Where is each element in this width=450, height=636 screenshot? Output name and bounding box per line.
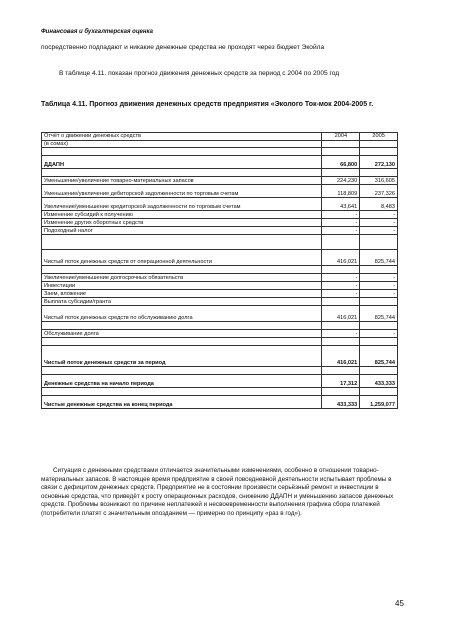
row-label: Изменение других оборотных средств [42,219,322,227]
row-value-2005: 825,744 [360,346,398,367]
row-label [42,388,322,396]
row-value-2004: 224,230 [322,177,360,185]
row-value-2004: - [322,219,360,227]
row-label [42,169,322,177]
table-unit-row [42,140,398,148]
running-header: Финансовая и бухгалтерская оценка [41,29,153,35]
row-value-2005: 825,744 [360,250,398,266]
table-row [42,177,398,185]
row-value-2004: 416,021 [322,306,360,322]
row-label: Уменьшение/увеличение дебиторской задолженности по торговым счетам [42,185,322,198]
row-label [42,367,322,375]
table-unit-empty [360,140,398,148]
row-label: Заем, вложение [42,290,322,298]
row-value-2004: - [322,274,360,282]
table-row [42,346,398,367]
row-value-2005: 433,333 [360,375,398,388]
row-value-2004 [322,235,360,250]
row-label [42,148,322,156]
table-row [42,211,398,219]
analysis-paragraph: Ситуация с денежными средствами отличается значительными изменениями, особенно в отношении товарно-материальных запасов. В настоящее время предприятие в своей повседневной деятельности испытывает проблемы в связи с дефицитом денежных средств. Предприятие не в состоянии произвести серьёзный ремонт и инвестиции в основные средства, что приведёт к росту операционных расходов, снижению ДДАПН и уменьшению запасов денежных средств. Проблемы возникают по причине неплатежей и несвоевременности выполнения графика сбора платежей (потребители платят с значительным опозданием — примерно по принципу «раз в год»). [41,467,394,517]
row-label: Подоходный налог [42,227,322,235]
row-value-2005: 1,259,077 [360,396,398,409]
table-row [42,330,398,338]
table-header-year-2004: 2004 [322,133,360,141]
table-row [42,396,398,409]
table-row [42,227,398,235]
row-value-2004: 416,021 [322,346,360,367]
row-value-2004 [322,148,360,156]
row-value-2005 [360,338,398,346]
row-label: Выплата субсидии/гранта [42,298,322,306]
row-value-2005: 825,744 [360,306,398,322]
row-value-2005: - [360,219,398,227]
row-value-2005 [360,322,398,330]
row-value-2005 [360,298,398,306]
row-value-2005: - [360,227,398,235]
row-value-2004: 118,809 [322,185,360,198]
table-row [42,148,398,156]
row-value-2004: - [322,227,360,235]
row-value-2004 [322,169,360,177]
row-value-2005 [360,388,398,396]
row-value-2004 [322,322,360,330]
row-label: Чистый поток денежных средств за период [42,346,322,367]
table-row [42,338,398,346]
row-value-2005: - [360,290,398,298]
row-label [42,235,322,250]
row-value-2005: 272,130 [360,156,398,169]
table-unit-label: (в сомах) [42,140,322,148]
table-header-row [42,133,398,141]
row-label [42,338,322,346]
table-row [42,306,398,322]
table-row [42,388,398,396]
row-value-2004: 66,800 [322,156,360,169]
table-row [42,266,398,274]
table-header-label: Отчёт о движении денежных средств [42,133,322,141]
table-row [42,185,398,198]
table-row [42,219,398,227]
row-value-2004: - [322,211,360,219]
table-row [42,290,398,298]
row-label: Чистые денежные средства на конец периода [42,396,322,409]
row-value-2005: - [360,211,398,219]
row-value-2005: - [360,274,398,282]
row-value-2004: 433,333 [322,396,360,409]
row-value-2005 [360,169,398,177]
row-value-2005: - [360,330,398,338]
row-label: ДДАПН [42,156,322,169]
row-value-2004: 416,021 [322,250,360,266]
table-row [42,250,398,266]
intro-paragraph: посредственно подпадают и никакие денежные средства не проходят через бюджет Экойла [41,44,325,51]
row-label: Денежные средства на начало периода [42,375,322,388]
row-value-2005 [360,235,398,250]
row-value-2005: 316,605 [360,177,398,185]
table-row [42,274,398,282]
row-value-2004 [322,367,360,375]
table-reference-paragraph: В таблице 4.11. показан прогноз движения денежных средств за период с 2004 по 2005 год [59,70,340,77]
row-label [42,266,322,274]
row-value-2005 [360,148,398,156]
row-label: Увеличение/уменьшение долгосрочных обязательств [42,274,322,282]
row-value-2004 [322,298,360,306]
row-value-2005 [360,266,398,274]
row-label: Уменьшение/увеличение товарно-материальных запасов [42,177,322,185]
row-label [42,322,322,330]
table-row [42,169,398,177]
table-row [42,282,398,290]
table-row [42,322,398,330]
row-value-2005: 8,483 [360,198,398,211]
table-header-year-2005: 2005 [360,133,398,141]
row-label: Изменение субсидий к получению [42,211,322,219]
row-value-2005: 237,326 [360,185,398,198]
table-row [42,367,398,375]
row-label: Увеличение/уменьшение кредиторской задолженности по торговым счетам [42,198,322,211]
row-value-2004: 43,641 [322,198,360,211]
table-row [42,198,398,211]
row-value-2005: - [360,282,398,290]
row-label: Инвестиции [42,282,322,290]
row-label: Чистый поток денежных средств по обслуживанию долга [42,306,322,322]
row-value-2004 [322,388,360,396]
row-value-2004: 17,312 [322,375,360,388]
cash-flow-table [41,132,398,409]
table-row [42,375,398,388]
row-value-2004: - [322,290,360,298]
row-value-2004 [322,338,360,346]
table-row [42,235,398,250]
table-unit-empty [322,140,360,148]
table-row [42,298,398,306]
row-label: Чистый поток денежных средств от операционной деятельности [42,250,322,266]
row-label: Обслуживание долга [42,330,322,338]
row-value-2005 [360,367,398,375]
row-value-2004 [322,266,360,274]
table-row [42,156,398,169]
row-value-2004: - [322,282,360,290]
page-number: 45 [395,599,404,608]
table-caption: Таблица 4.11. Прогноз движения денежных средств предприятия «Эколого Ток-мок 2004-2005 г. [41,101,374,108]
row-value-2004: - [322,330,360,338]
